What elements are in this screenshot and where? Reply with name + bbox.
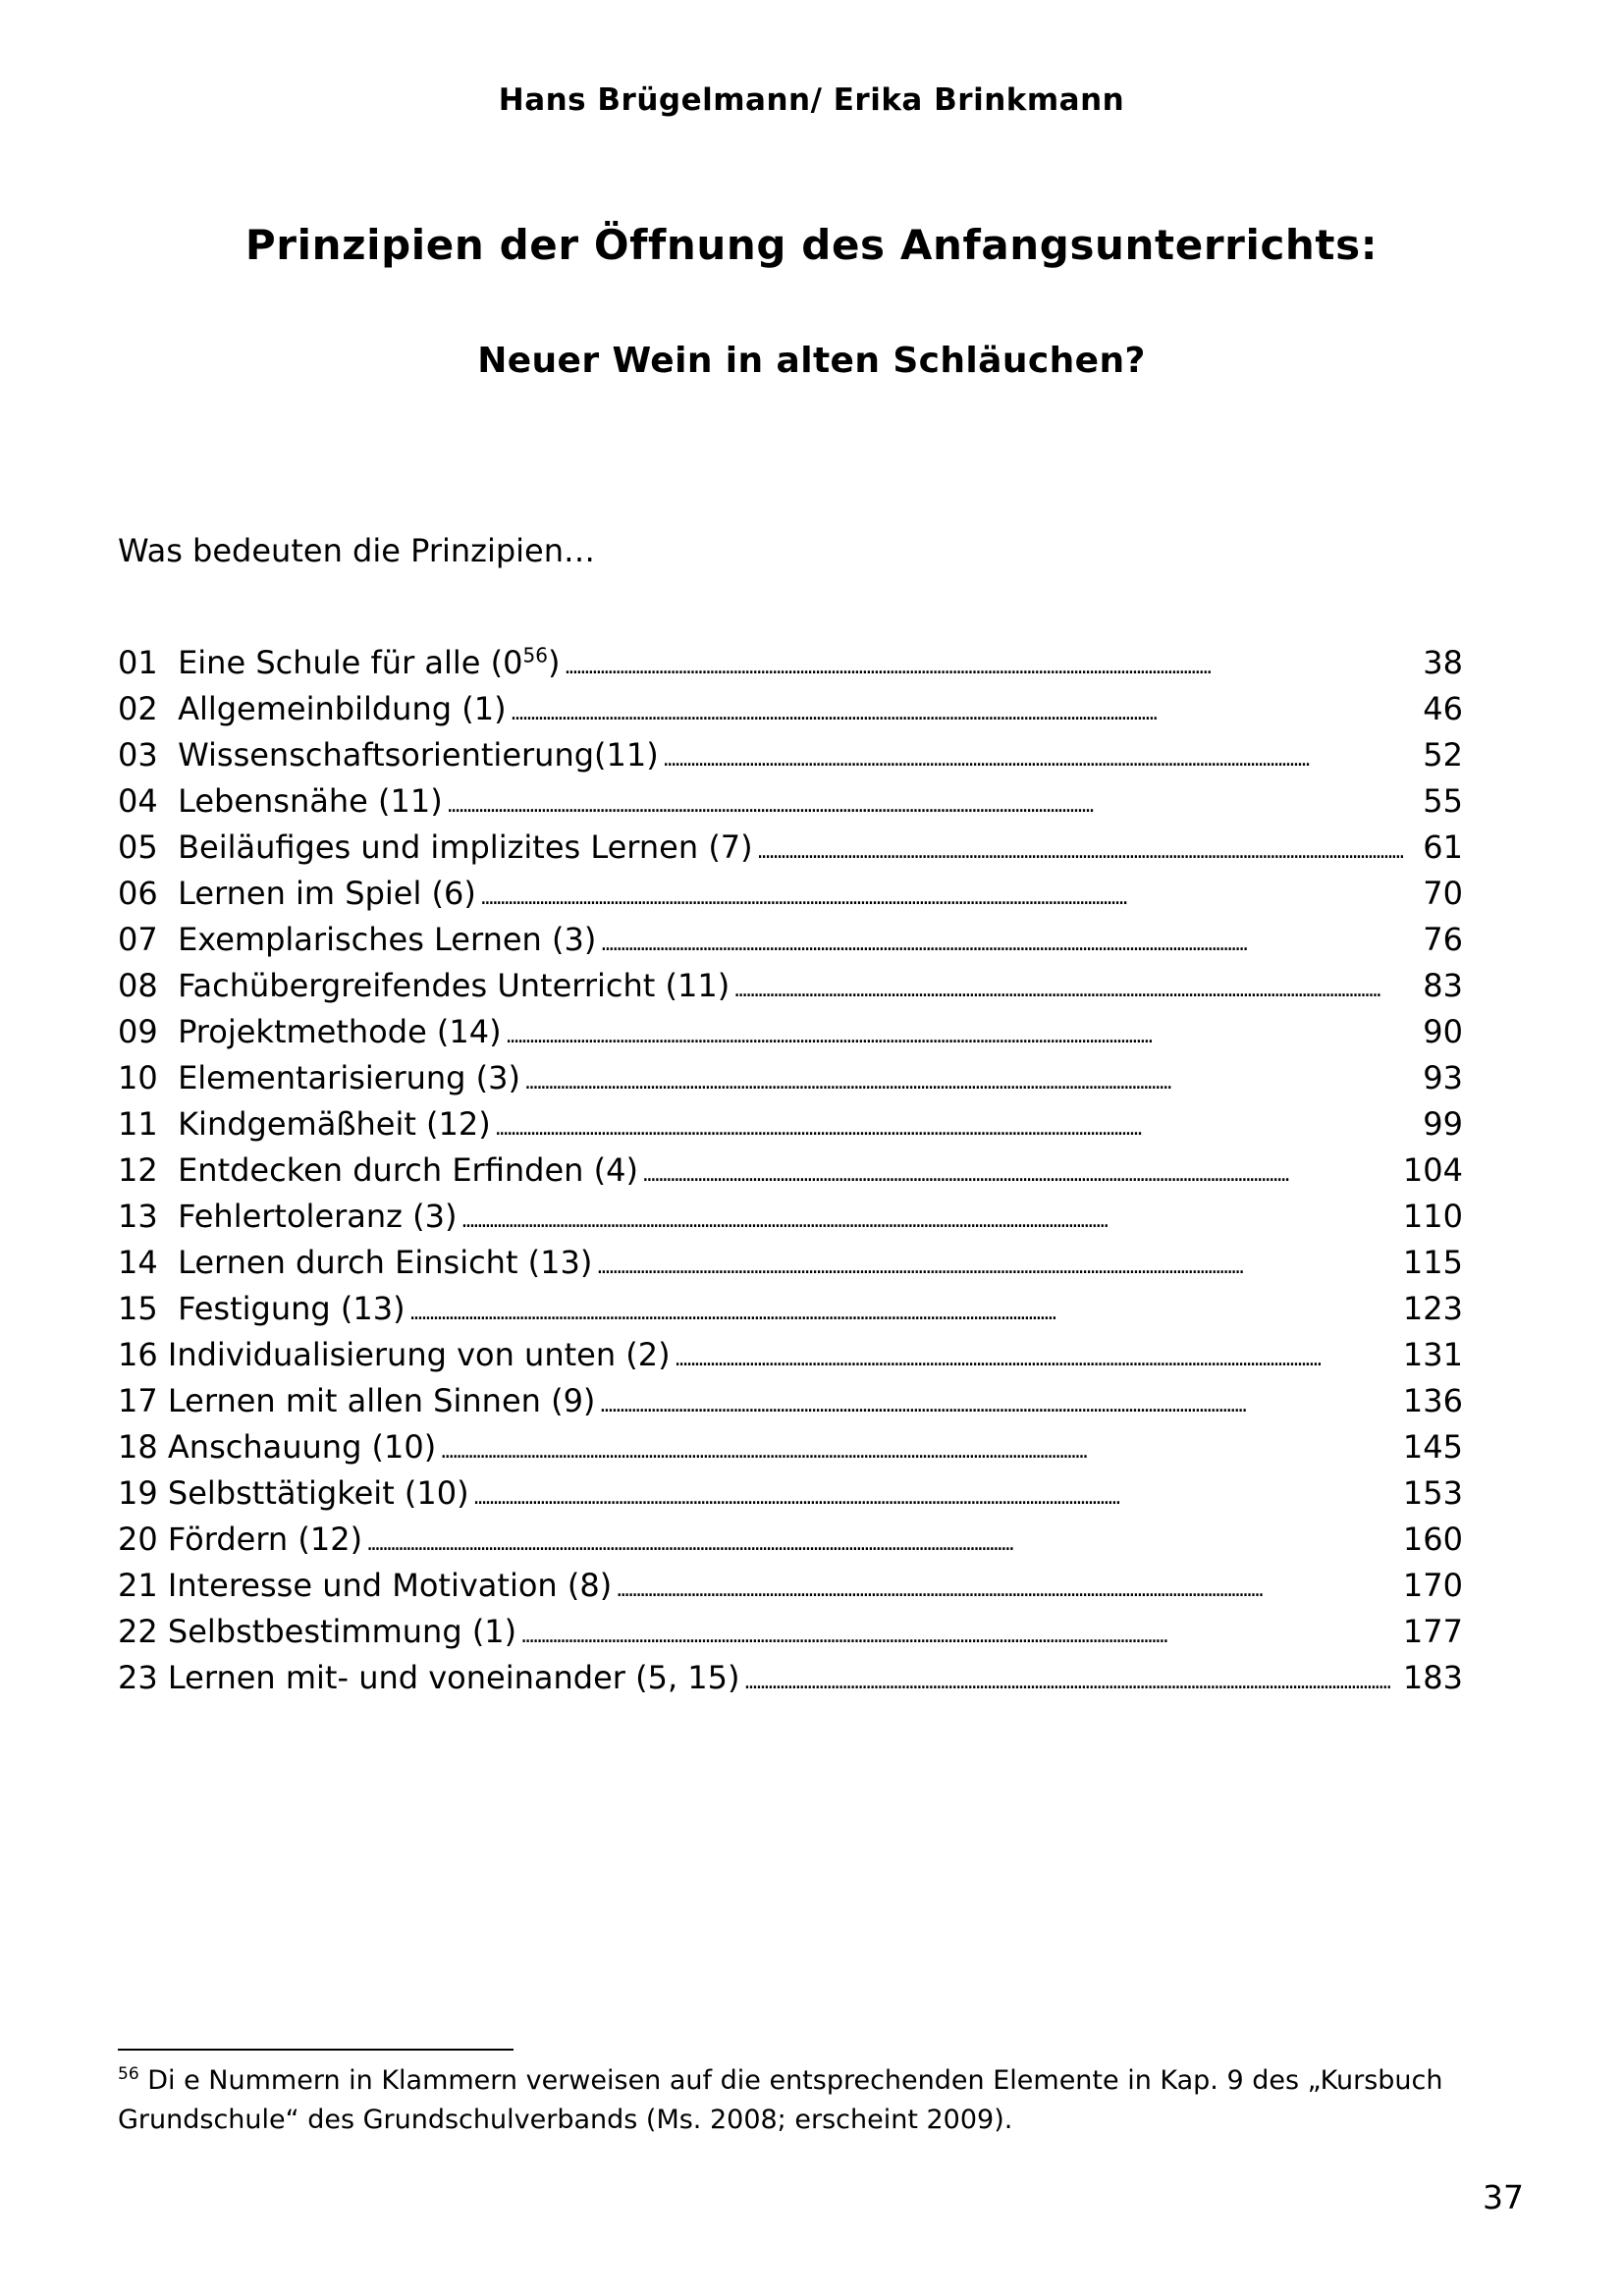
- toc-entry: [118, 1378, 1463, 1424]
- toc-entry-title: 14 Lernen durch Einsicht (13): [118, 1244, 593, 1281]
- toc-entry: [118, 778, 1463, 825]
- toc-page-number: 61: [1423, 828, 1463, 866]
- toc-page-number: 153: [1402, 1474, 1463, 1512]
- toc-leader-dots: [506, 1013, 1420, 1059]
- toc-page-number: 104: [1402, 1151, 1463, 1189]
- toc-entry: [118, 1101, 1463, 1148]
- toc-entry: [118, 1240, 1463, 1286]
- toc-entry-title: 03 Wissenschaftsorientierung(11): [118, 736, 659, 774]
- toc-entry: [118, 1194, 1463, 1240]
- toc-entry-title: 11 Kindgemäßheit (12): [118, 1105, 491, 1143]
- toc-entry: [118, 917, 1463, 963]
- toc-page-number: 115: [1402, 1244, 1463, 1281]
- toc-entry-title: 02 Allgemeinbildung (1): [118, 690, 507, 727]
- toc-entry: [118, 871, 1463, 917]
- toc-page-number: 170: [1402, 1567, 1463, 1604]
- toc-leader-dots: [733, 967, 1419, 1013]
- toc-entry: [118, 640, 1463, 686]
- toc-leader-dots: [520, 1613, 1399, 1659]
- toc-leader-dots: [480, 875, 1419, 921]
- toc-leader-dots: [744, 1659, 1399, 1705]
- footnote-marker: 56: [118, 2064, 139, 2084]
- authors: Hans Brügelmann/ Erika Brinkmann: [498, 82, 1125, 118]
- toc-page-number: 90: [1423, 1013, 1463, 1050]
- toc-entry: [118, 686, 1463, 732]
- toc-entry: [118, 963, 1463, 1009]
- page-subtitle: Neuer Wein in alten Schläuchen?: [477, 341, 1146, 381]
- toc-leader-dots: [366, 1521, 1399, 1567]
- toc-entry: [118, 1655, 1463, 1701]
- toc-leader-dots: [564, 644, 1419, 690]
- toc-leader-dots: [511, 690, 1420, 736]
- toc-leader-dots: [460, 1198, 1398, 1244]
- page-title: Prinzipien der Öffnung des Anfangsunterrichts:: [244, 221, 1379, 269]
- toc-entry-title: 21 Interesse und Motivation (8): [118, 1567, 613, 1604]
- footnote-ref: 56: [522, 643, 548, 667]
- toc-entry-title: 16 Individualisierung von unten (2): [118, 1336, 671, 1373]
- toc-entry: [118, 1148, 1463, 1194]
- toc-leader-dots: [447, 782, 1420, 828]
- toc-entry: [118, 825, 1463, 871]
- toc-entry-title: 10 Elementarisierung (3): [118, 1059, 520, 1096]
- toc-page-number: 160: [1402, 1521, 1463, 1558]
- toc-entry-title: 19 Selbsttätigkeit (10): [118, 1474, 469, 1512]
- toc-entry: [118, 1332, 1463, 1378]
- toc-entry: [118, 1424, 1463, 1470]
- toc-leader-dots: [473, 1474, 1399, 1521]
- toc-page-number: 145: [1402, 1428, 1463, 1466]
- toc-leader-dots: [663, 736, 1420, 782]
- toc-page-number: 76: [1423, 921, 1463, 958]
- toc-leader-dots: [675, 1336, 1399, 1382]
- toc-leader-dots: [642, 1151, 1399, 1198]
- toc-page-number: 99: [1423, 1105, 1463, 1143]
- toc-entry-title: 05 Beiläufiges und implizites Lernen (7): [118, 828, 753, 866]
- toc-leader-dots: [440, 1428, 1399, 1474]
- toc-entry: [118, 1470, 1463, 1517]
- toc-leader-dots: [524, 1059, 1419, 1105]
- toc-leader-dots: [757, 828, 1420, 875]
- toc-entry-title: 20 Fördern (12): [118, 1521, 363, 1558]
- toc-page-number: 55: [1423, 782, 1463, 820]
- toc-entry-title: 22 Selbstbestimmung (1): [118, 1613, 517, 1650]
- footnote: [118, 2061, 1473, 2140]
- toc-entry: [118, 1563, 1463, 1609]
- toc-leader-dots: [616, 1567, 1399, 1613]
- toc-page-number: 183: [1402, 1659, 1463, 1696]
- toc-entry: [118, 1286, 1463, 1332]
- footnote-text: Di e Nummern in Klammern verweisen auf die entsprechenden Elemente in Kap. 9 des „Kursbuch Grundschule“ des Grundschulverbands (Ms. 2008; erscheint 2009).: [118, 2065, 1443, 2135]
- toc-entry-title: 23 Lernen mit- und voneinander (5, 15): [118, 1659, 740, 1696]
- toc-entry-title: 12 Entdecken durch Erfinden (4): [118, 1151, 638, 1189]
- toc-page-number: 93: [1423, 1059, 1463, 1096]
- toc-page-number: 131: [1402, 1336, 1463, 1373]
- toc-entry-title: 06 Lernen im Spiel (6): [118, 875, 476, 912]
- toc-entry: [118, 1517, 1463, 1563]
- page-number: 37: [1483, 2178, 1524, 2216]
- toc-page-number: 46: [1423, 690, 1463, 727]
- toc-entry-title: 17 Lernen mit allen Sinnen (9): [118, 1382, 596, 1419]
- toc-entry-title: 07 Exemplarisches Lernen (3): [118, 921, 597, 958]
- toc-entry-title: 18 Anschauung (10): [118, 1428, 437, 1466]
- toc-leader-dots: [600, 921, 1419, 967]
- toc-entry-title: 04 Lebensnähe (11): [118, 782, 443, 820]
- toc-entry: [118, 732, 1463, 778]
- toc-leader-dots: [409, 1290, 1399, 1336]
- toc-page-number: 110: [1402, 1198, 1463, 1235]
- toc-entry-title: 01 Eine Schule für alle $(0^{56})$: [118, 643, 561, 681]
- toc-entry: [118, 1055, 1463, 1101]
- toc-page-number: 177: [1402, 1613, 1463, 1650]
- toc-page-number: 136: [1402, 1382, 1463, 1419]
- toc-page-number: 70: [1423, 875, 1463, 912]
- toc-leader-dots: [495, 1105, 1420, 1151]
- toc-page-number: 38: [1423, 644, 1463, 681]
- toc-page-number: 52: [1423, 736, 1463, 774]
- toc-entry-title: 13 Fehlertoleranz (3): [118, 1198, 458, 1235]
- toc-page-number: 123: [1402, 1290, 1463, 1327]
- toc-entry-title: 09 Projektmethode (14): [118, 1013, 502, 1050]
- intro-text: Was bedeuten die Prinzipien…: [118, 532, 595, 569]
- toc-leader-dots: [599, 1382, 1399, 1428]
- toc-entry: [118, 1009, 1463, 1055]
- toc-entry: [118, 1609, 1463, 1655]
- toc-leader-dots: [596, 1244, 1399, 1290]
- toc-entry-title: 15 Festigung (13): [118, 1290, 406, 1327]
- toc-entry-title: 08 Fachübergreifendes Unterricht (11): [118, 967, 730, 1004]
- footnote-divider: [118, 2049, 514, 2051]
- table-of-contents: [118, 640, 1463, 1701]
- toc-page-number: 83: [1423, 967, 1463, 1004]
